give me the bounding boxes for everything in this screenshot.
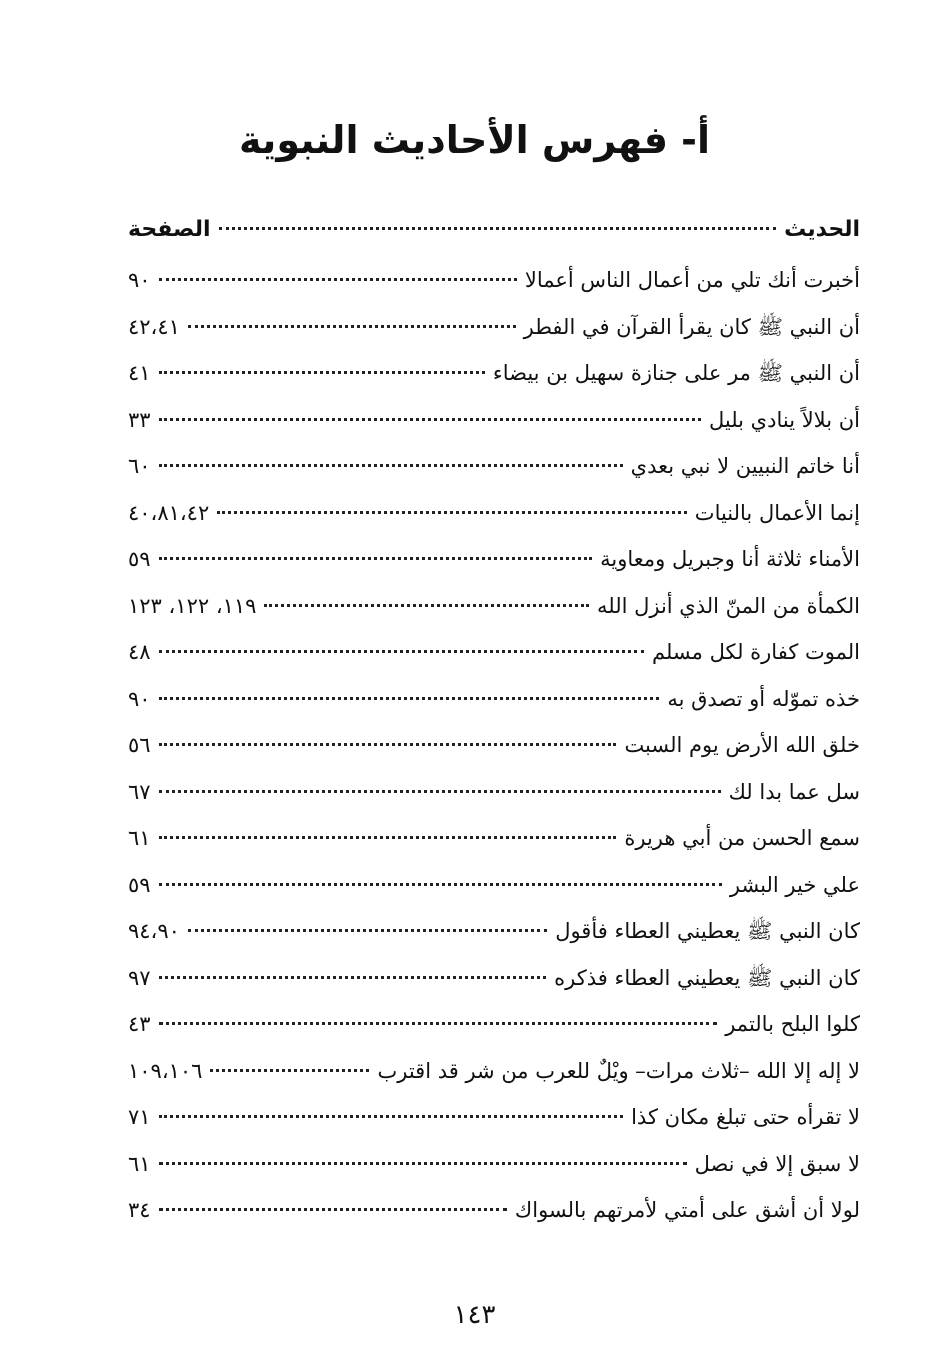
page-column-header: الصفحة — [128, 217, 211, 242]
page-reference: ٤٨ — [128, 640, 151, 664]
page-reference: ٤١ — [128, 361, 151, 385]
page-reference: ٩٤،٩٠ — [128, 919, 180, 943]
leader-dots — [159, 1162, 687, 1165]
page-reference: ١٠٩،١٠٦ — [128, 1058, 203, 1083]
hadith-text: كلوا البلح بالتمر — [725, 1012, 860, 1036]
hadith-text: الأمناء ثلاثة أنا وجبريل ومعاوية — [600, 547, 860, 571]
page-title: أ- فهرس الأحاديث النبوية — [239, 118, 710, 162]
index-entry — [128, 1190, 860, 1237]
index-entry — [128, 818, 860, 865]
hadith-text: لا إله إلا الله –ثلاث مرات– ويْلٌ للعرب من شر قد اقترب — [377, 1058, 860, 1083]
hadith-column-header: الحديث — [784, 217, 860, 242]
index-entry — [128, 911, 860, 958]
page-reference: ٩٠ — [128, 686, 151, 711]
leader-dots — [159, 976, 547, 979]
hadith-text: إنما الأعمال بالنيات — [694, 500, 860, 525]
hadith-text: أخبرت أنك تلي من أعمال الناس أعمالا — [524, 268, 860, 292]
leader-dots — [188, 929, 547, 932]
index-entry — [128, 958, 860, 1005]
leader-dots — [159, 883, 722, 886]
page-number: ١٤٣ — [453, 1300, 496, 1330]
leader-dots — [188, 325, 516, 328]
page-reference: ٣٤ — [128, 1198, 151, 1222]
leader-dots — [159, 1208, 507, 1211]
index-header-row — [128, 210, 860, 260]
leader-dots — [159, 1115, 624, 1118]
hadith-text: خذه تموّله أو تصدق به — [667, 686, 860, 711]
leader-dots — [159, 464, 623, 467]
index-entry — [128, 586, 860, 633]
hadith-text: أن النبي ﷺ مر على جنازة سهيل بن بيضاء — [492, 361, 860, 385]
hadith-text: خلق الله الأرض يوم السبت — [624, 733, 860, 757]
leader-dots — [210, 1069, 369, 1072]
index-entry — [128, 446, 860, 493]
page-reference: ٥٩ — [128, 547, 151, 571]
hadith-text: أنا خاتم النبيين لا نبي بعدي — [630, 454, 860, 478]
leader-dots — [159, 278, 517, 281]
hadith-text: الكمأة من المنّ الذي أنزل الله — [596, 593, 860, 618]
hadith-text: لولا أن أشق على أمتي لأمرتهم بالسواك — [514, 1198, 860, 1222]
index-entry — [128, 632, 860, 679]
hadith-text: لا تقرأه حتى تبلغ مكان كذا — [631, 1105, 860, 1129]
leader-dots — [159, 557, 593, 560]
page-reference: ٣٣ — [128, 407, 151, 432]
page-reference: ٤٢،٤١ — [128, 314, 180, 339]
page-reference: ٥٩ — [128, 872, 151, 897]
hadith-text: سمع الحسن من أبي هريرة — [624, 826, 860, 850]
page-reference: ٦٠ — [128, 454, 151, 478]
index-entry — [128, 1004, 860, 1051]
hadith-text: سل عما بدا لك — [728, 779, 860, 804]
page-reference: ٦١ — [128, 1151, 151, 1176]
page-reference: ٧١ — [128, 1105, 151, 1129]
index-entry — [128, 1051, 860, 1098]
index-entry — [128, 493, 860, 540]
index-entry — [128, 539, 860, 586]
leader-dots — [159, 418, 701, 421]
page-reference: ٦١ — [128, 826, 151, 850]
page-reference: ٤٠،٨١،٤٢ — [128, 500, 210, 525]
index-entry — [128, 865, 860, 912]
index-entry — [128, 679, 860, 726]
hadith-text: علي خير البشر — [729, 872, 860, 897]
hadith-text: لا سبق إلا في نصل — [694, 1151, 860, 1176]
index-entry — [128, 400, 860, 447]
index-entry — [128, 1097, 860, 1144]
hadith-text: أن النبي ﷺ كان يقرأ القرآن في الفطر — [523, 314, 860, 339]
leader-dots — [264, 604, 589, 607]
page-reference: ٩٠ — [128, 268, 151, 292]
hadith-text: الموت كفارة لكل مسلم — [652, 640, 860, 664]
hadith-index-list — [128, 210, 860, 1237]
page-reference: ٩٧ — [128, 965, 151, 990]
index-entry — [128, 260, 860, 307]
page-reference: ٥٦ — [128, 733, 151, 757]
leader-dots — [159, 371, 485, 374]
page-reference: ٤٣ — [128, 1012, 151, 1036]
hadith-text: كان النبي ﷺ يعطيني العطاء فذكره — [554, 965, 860, 990]
leader-dots — [159, 1022, 718, 1025]
index-entry — [128, 725, 860, 772]
hadith-text: أن بلالاً ينادي بليل — [708, 407, 860, 432]
leader-dots — [159, 650, 644, 653]
leader-dots — [219, 227, 777, 230]
leader-dots — [159, 790, 721, 793]
page-reference: ١١٩، ١٢٢، ١٢٣ — [128, 593, 257, 618]
index-entry — [128, 307, 860, 354]
hadith-text: كان النبي ﷺ يعطيني العطاء فأقول — [555, 919, 860, 943]
index-entry — [128, 353, 860, 400]
leader-dots — [159, 836, 617, 839]
page-reference: ٦٧ — [128, 779, 151, 804]
leader-dots — [217, 511, 687, 514]
index-entry — [128, 1144, 860, 1191]
leader-dots — [159, 697, 660, 700]
index-entry — [128, 772, 860, 819]
leader-dots — [159, 743, 617, 746]
